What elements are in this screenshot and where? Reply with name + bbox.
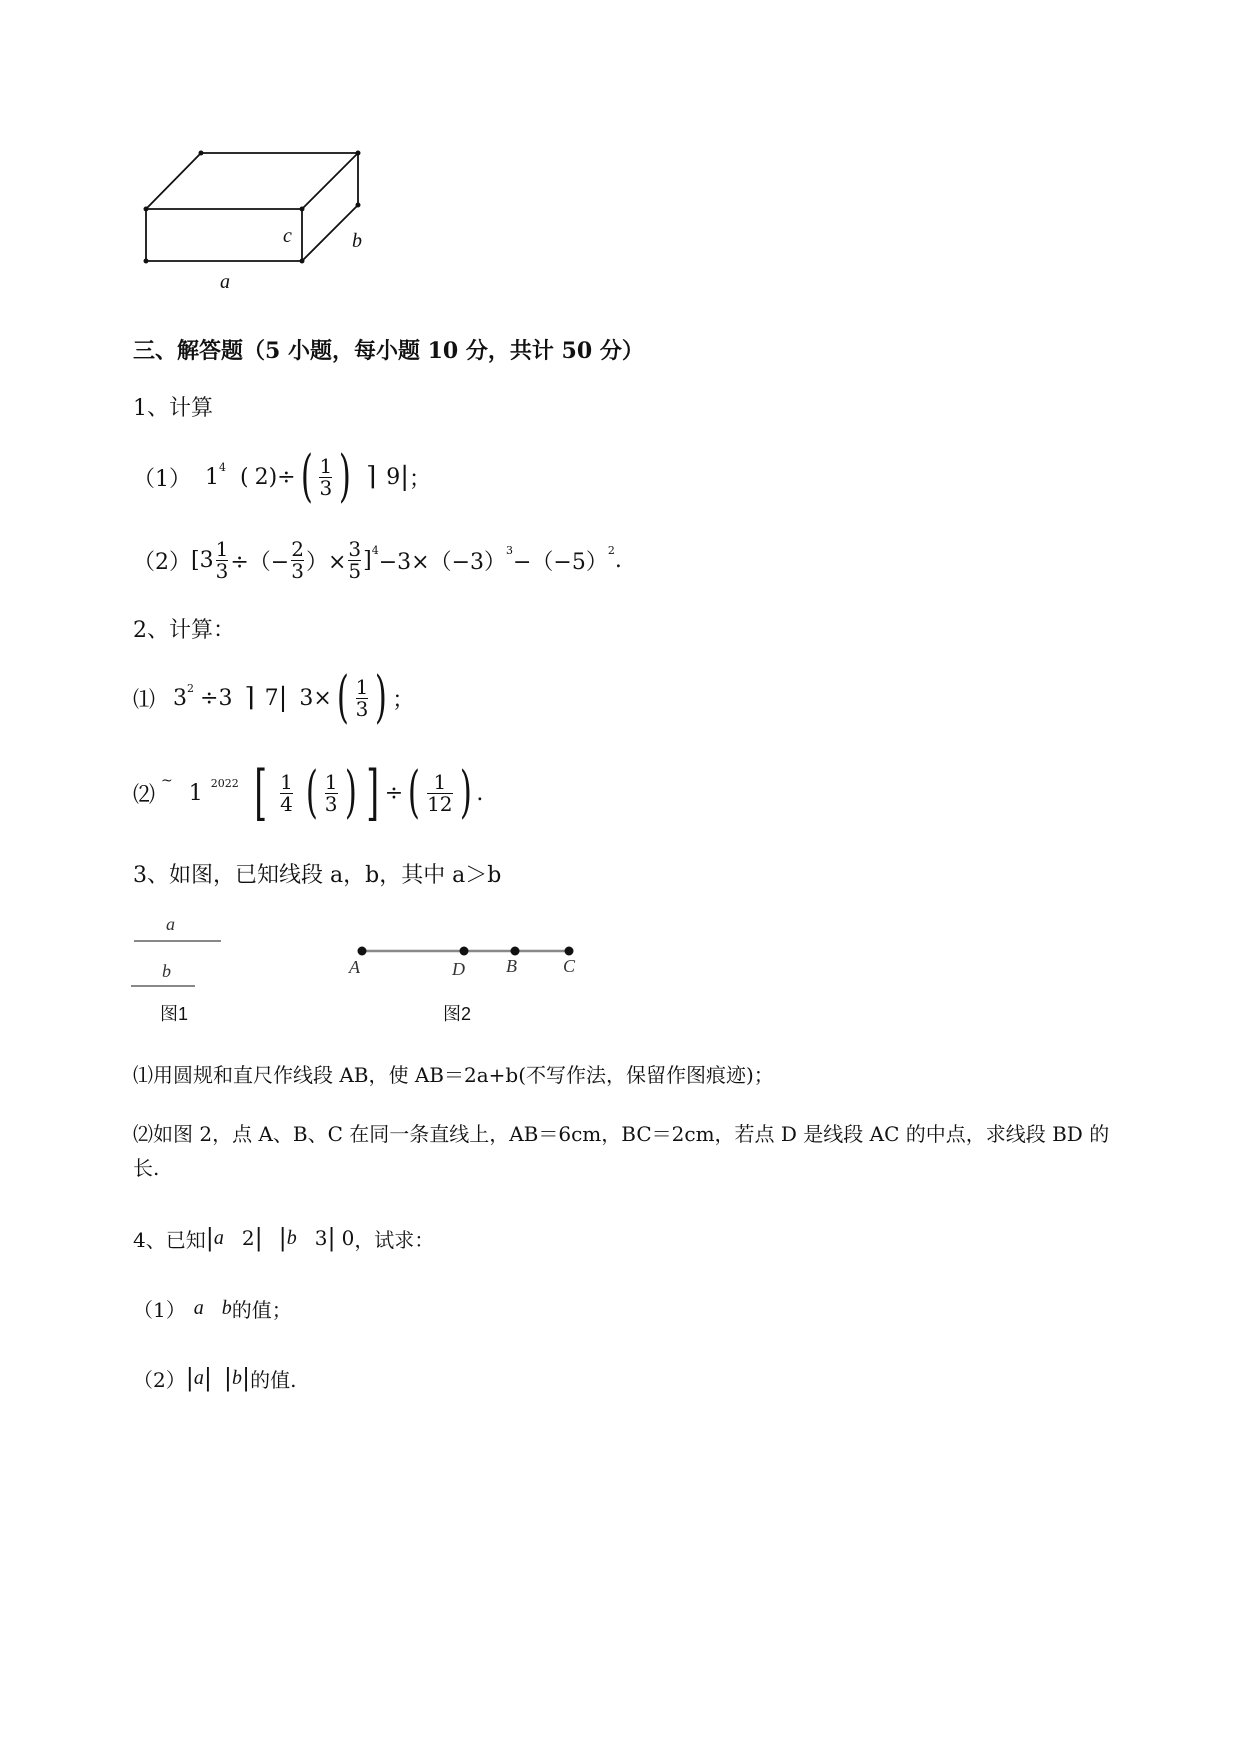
q2-title: 2、计算： [133,618,235,643]
q2-p2-sup: 2022 [210,776,239,790]
q4-title-post: ，试求： [354,1227,435,1252]
q2-p2-rparen2: ) [459,760,472,825]
q4-p2-abs3: | [223,1364,233,1392]
q1-p2-frac2 [291,536,304,583]
q4-p2-abs2: | [203,1364,212,1392]
q1-p1-sup1: 4 [219,460,226,474]
q2-p2-f3-den: 12 [427,791,453,816]
fig1-caption: 图1 [160,1004,189,1024]
q1-p1-t3: 2)÷ [254,464,296,490]
q2-p1-lparen: ( [336,665,349,730]
fig2-caption: 图2 [443,1004,472,1024]
q1-p1-t4: 9 [386,464,401,490]
q1-p2-f2-den: 3 [291,558,304,583]
q2-p2-tilde: ~ [161,773,173,789]
q2-p1-rparen: ) [375,665,388,730]
q1-p2-frac1 [215,536,229,583]
q4-abs-bar3: | [278,1224,287,1252]
q2-part1-formula [133,665,415,730]
q1-part1-formula [133,444,431,509]
q1-p2-lbracket: [ [191,547,200,573]
fig2-label-B: B [506,956,517,976]
cuboid-figure [130,140,390,300]
q4-p1-b: b [221,1296,232,1319]
q1-p2-rbracket: ] [363,547,372,573]
q1-p2-sup4: 4 [371,543,379,557]
q2-p2-frac2 [324,769,338,816]
q1-p1-ceil: ⌉ [366,462,377,492]
q2-p2-lparen2: ( [408,760,421,825]
q4-a: a [213,1226,224,1249]
q4-zero: 0 [341,1226,355,1250]
q4-abs-bar2: | [254,1224,263,1252]
section-heading: 三、解答题（5 小题，每小题 10 分，共计 50 分） [133,338,644,364]
q1-p2-f1-den: 3 [215,558,229,583]
cuboid-label-c: c [283,225,292,247]
q1-p2-f3-den: 5 [348,558,362,583]
q2-p2-f2-num: 1 [324,769,338,794]
q2-p2-lbracket: [ [254,758,267,828]
q4-part2 [133,1362,296,1394]
q2-p1-t4: 3× [299,685,332,711]
q1-p2-end: . [614,547,622,573]
q1-p1-frac-den: 3 [319,475,333,500]
q2-p1-frac-num: 1 [355,674,369,699]
q2-p1-fraction [355,674,369,721]
q4-part1 [133,1292,292,1324]
fig2-label-D: D [452,959,465,979]
q4-abs-bar4: | [327,1224,336,1252]
q2-p1-t1: 3 [173,685,188,711]
q2-p1-end: ； [392,687,415,713]
q2-p2-f3-num: 1 [433,769,447,794]
q1-p2-op1: ÷（− [230,549,290,575]
q1-p1-end: ； [408,466,431,492]
q4-p2-text: 的值. [250,1367,297,1392]
q1-p2-op2: ）× [305,549,347,575]
q4-p1-num: （1） [133,1297,186,1322]
q2-p1-abs-bar: | [278,683,288,713]
q1-p2-rest1: −3×（−3） [378,549,506,575]
q4-p2-b: b [232,1366,243,1389]
q4-p2-num: （2） [133,1367,186,1392]
fig1-segment-a [134,940,221,942]
q3-part2-line1: ⑵如图 2，点 A、B、C 在同一条直线上，AB＝6cm，BC＝2cm，若点 D 是线段 AC 的中点，求线段 BD 的 [133,1122,1110,1146]
fig1-label-b: b [162,961,171,981]
q4-three: 3 [314,1226,328,1250]
q1-p2-sup2: 2 [607,543,615,557]
q1-p2-whole: 3 [199,547,214,573]
q1-p2-f2-num: 2 [291,536,304,561]
q2-p1-ceil: ⌉ [244,683,255,713]
q2-p2-rbracket: ] [366,758,380,828]
q2-p2-end: . [476,780,484,806]
q1-p2-rest2: −（−5） [513,549,608,575]
q3-part1: ⑴用圆规和直尺作线段 AB，使 AB＝2a+b(不写作法，保留作图痕迹)； [133,1063,774,1087]
q2-p2-f2-den: 3 [324,791,338,816]
q2-p2-frac1 [280,769,293,816]
q2-p2-f1-num: 1 [280,769,293,794]
q2-p1-num: ⑴ [133,687,156,713]
q4-abs-bar1: | [205,1224,214,1252]
q1-title: 1、计算 [133,396,213,421]
q1-p2-sup3: 3 [506,543,513,557]
q2-p2-op: ÷ [384,780,404,806]
q4-two: 2 [241,1226,255,1250]
q2-p2-t1: 1 [188,780,203,806]
q1-p2-f3-num: 3 [348,536,362,561]
fig2-label-A: A [349,957,360,977]
q2-p2-f1-den: 4 [280,791,293,816]
q3-title: 3、如图，已知线段 a，b，其中 a＞b [133,863,502,888]
q2-p2-lparen1: ( [305,760,318,825]
q1-p2-num: （2） [133,549,191,575]
fig2-label-C: C [563,956,576,976]
fig1-label-a: a [166,914,175,934]
cuboid-label-b: b [352,230,362,252]
q4-b: b [286,1226,297,1249]
q2-p1-frac-den: 3 [355,696,369,721]
q4-p2-abs4: | [242,1364,251,1392]
q1-p1-fraction [319,453,333,500]
q3-part2-line2: 长. [133,1156,160,1180]
q4-p2-a: a [193,1366,204,1389]
q2-p2-frac3 [427,769,453,816]
fig2-line [350,940,580,960]
q4-p1-a: a [193,1296,204,1319]
q1-part2-formula [133,532,622,588]
q1-p2-frac3 [348,536,362,583]
q4-title-pre: 4、已知 [133,1227,206,1252]
fig1-segment-b [131,985,195,987]
q2-part2-formula [133,758,484,828]
q2-p1-t2: ÷3 [200,685,233,711]
q1-p1-lparen: ( [300,444,313,509]
q1-p2-f1-num: 1 [215,536,229,561]
q4-p2-abs1: | [185,1364,194,1392]
q1-p1-t2: ( [240,464,249,490]
cuboid-label-a: a [220,271,230,293]
q1-p1-num: （1） [133,466,191,492]
q2-p2-num: ⑵ [133,782,156,808]
q1-p1-abs-bar: | [400,462,409,492]
q2-p1-t3: 7 [264,685,279,711]
q1-p1-rparen: ) [339,444,352,509]
q2-p2-rparen1: ) [344,760,357,825]
q1-p1-frac-num: 1 [319,453,333,478]
q4-p1-text: 的值； [231,1297,292,1322]
q4-title-formula [133,1222,434,1254]
q2-p1-sup: 2 [187,681,195,695]
q1-p1-t1: 1 [205,464,219,490]
